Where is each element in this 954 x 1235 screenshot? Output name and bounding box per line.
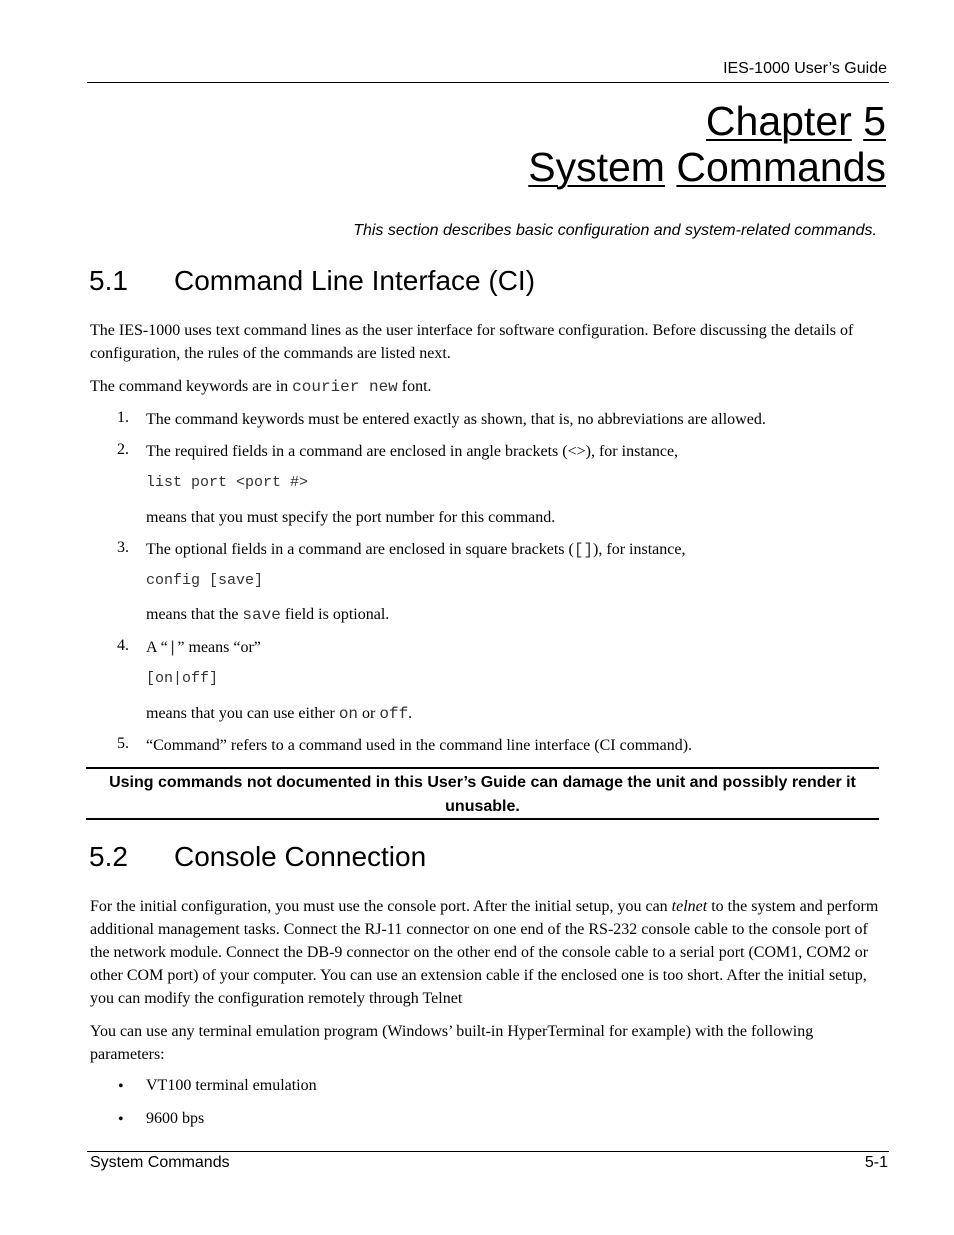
chapter-intro: This section describes basic configuration and system-related commands.: [353, 222, 877, 239]
inline-code: on: [338, 705, 359, 723]
list-item-number: 2.: [117, 441, 129, 458]
section-title: Command Line Interface (CI): [174, 265, 536, 296]
list-item-number: 1.: [117, 409, 129, 426]
warning-bottom-rule: [86, 818, 879, 820]
paragraph: For the initial configuration, you must use the console port. After the initial setup, you can telnet to the system and perform additional management tasks. Connect the RJ-11 connector on one end of the RS-232 console cable to the console port of the network module. Connect the DB-9 connector on the other end of the console cable to a serial port (COM1, COM2 or other COM port) of your computer. You can use an extension cable if the enclosed one is too short. After the initial setup, you can modify the configuration remotely through Telnet: [90, 898, 879, 1007]
bullet-icon: •: [118, 1111, 124, 1128]
paragraph: You can use any terminal emulation program (Windows’ built-in HyperTerminal for example) with the following parameters:: [90, 1023, 814, 1063]
section-heading-5-2: [89, 841, 426, 873]
code-example: list port <port #>: [146, 474, 309, 491]
bullet-item: VT100 terminal emulation: [146, 1077, 317, 1094]
running-header: IES-1000 User’s Guide: [723, 60, 887, 77]
paragraph: The command keywords are in courier new font.: [90, 378, 432, 396]
paragraph: The IES-1000 uses text command lines as the user interface for software configuration. Before discussing the details of configuration, the rules of the commands are listed next.: [90, 322, 854, 362]
list-item: The optional fields in a command are enclosed in square brackets ([]), for instance,: [146, 541, 686, 559]
code-example: config [save]: [146, 572, 264, 589]
chapter-title-word-1: System: [528, 144, 665, 190]
inline-code: courier new: [292, 378, 398, 396]
list-item: The required fields in a command are enclosed in angle brackets (<>), for instance,: [146, 443, 679, 460]
chapter-word: Chapter: [705, 98, 852, 144]
chapter-number: 5: [863, 98, 886, 144]
section-number: 5.2: [89, 841, 128, 872]
list-item: A “|” means “or”: [146, 639, 261, 657]
footer-section-title: System Commands: [90, 1154, 230, 1171]
inline-code: off: [379, 705, 409, 723]
header-divider: [87, 82, 889, 83]
page-number: 5-1: [864, 1154, 888, 1171]
inline-code: []: [573, 541, 594, 559]
bullet-item: 9600 bps: [146, 1110, 205, 1127]
list-item-number: 4.: [117, 637, 129, 654]
section-title: Console Connection: [174, 841, 427, 872]
emphasis-telnet: telnet: [671, 898, 708, 915]
list-item: The command keywords must be entered exactly as shown, that is, no abbreviations are allowed.: [146, 411, 766, 428]
list-item-note: means that the save field is optional.: [146, 606, 390, 624]
warning-top-rule: [86, 767, 879, 769]
list-item-number: 3.: [117, 539, 129, 556]
chapter-title-word-2: Commands: [676, 144, 886, 190]
inline-code: |: [167, 639, 178, 657]
inline-code: save: [242, 606, 281, 624]
list-item-note: means that you must specify the port number for this command.: [146, 509, 556, 526]
chapter-title: [528, 98, 886, 190]
bullet-icon: •: [118, 1078, 124, 1095]
section-heading-5-1: [89, 265, 535, 297]
warning-note: Using commands not documented in this User’s Guide can damage the unit and possibly render it unusable.: [109, 774, 856, 815]
list-item-number: 5.: [117, 735, 129, 752]
code-example: [on|off]: [146, 670, 219, 687]
section-number: 5.1: [89, 265, 128, 296]
list-item-note: means that you can use either on or off.: [146, 705, 413, 723]
list-item: “Command” refers to a command used in the command line interface (CI command).: [146, 737, 693, 754]
footer-divider: [87, 1151, 889, 1152]
